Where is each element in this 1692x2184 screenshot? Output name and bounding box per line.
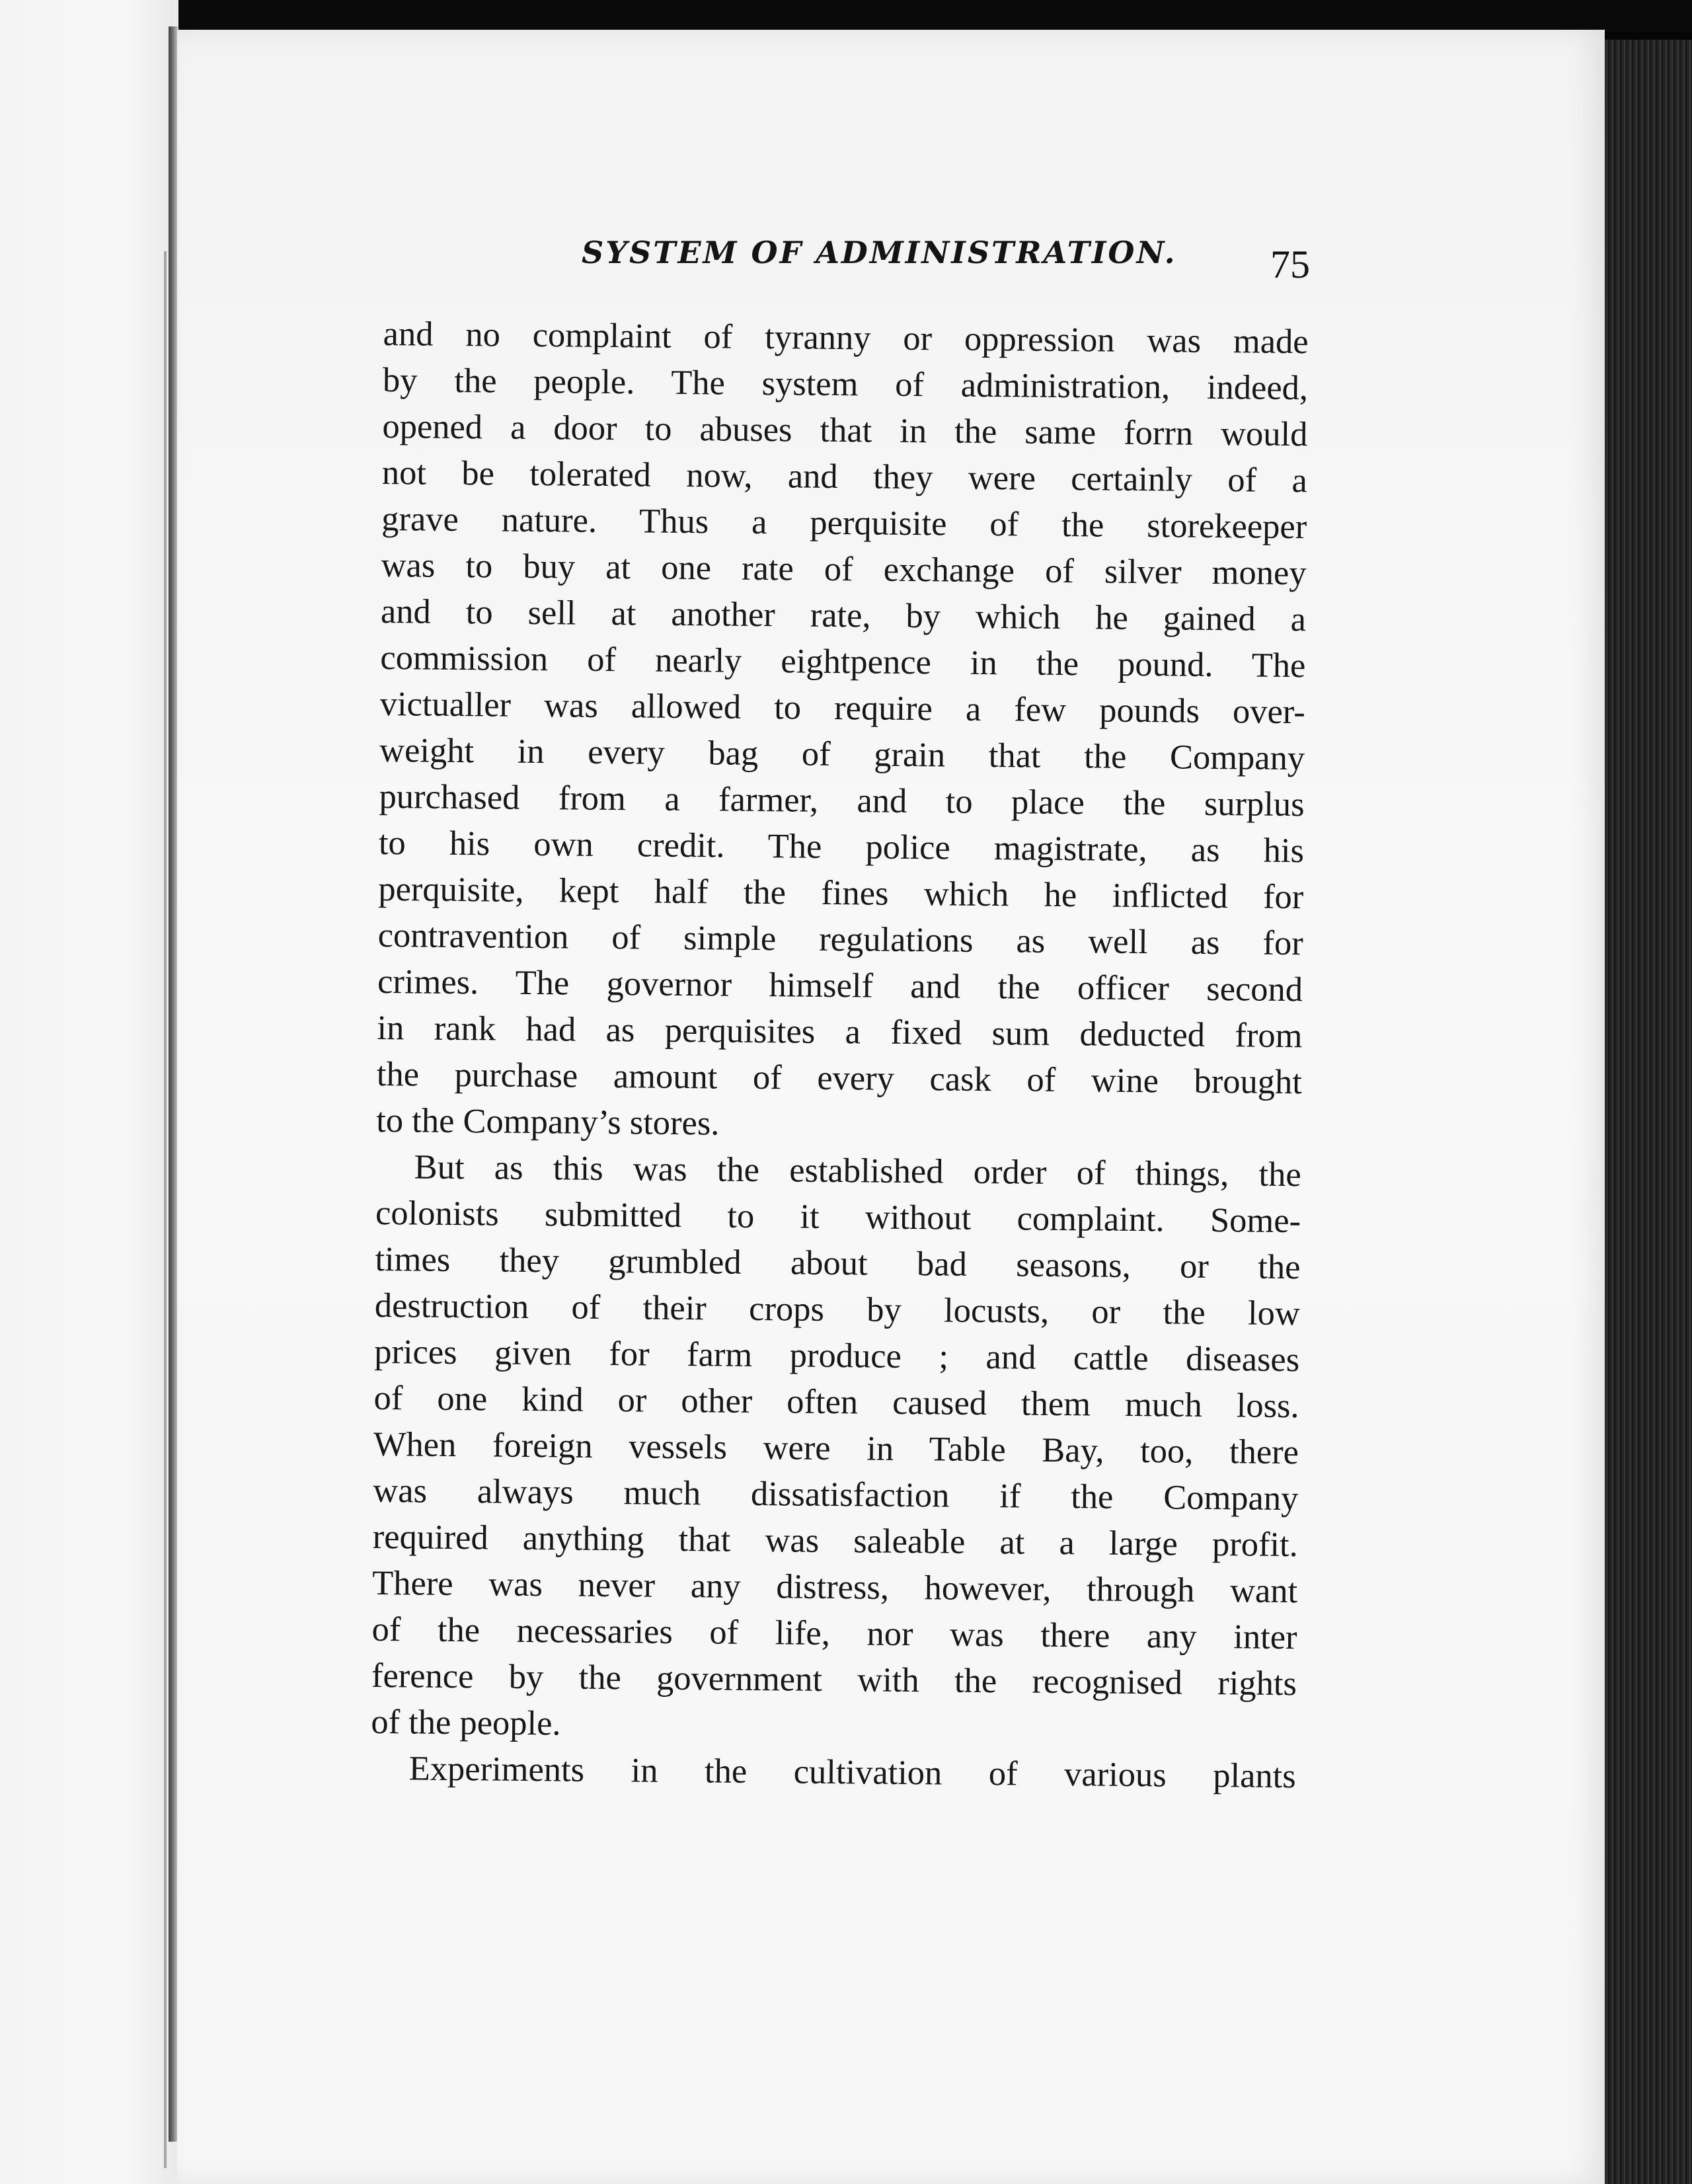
text-line: grave nature. Thus a perquisite of the storekeeper	[381, 499, 1307, 547]
text-line: and no complaint of tyranny or oppression was made	[383, 314, 1309, 362]
text-line: But as this was the established order of things, the	[414, 1148, 1301, 1194]
text-line: purchased from a farmer, and to place the surplus	[379, 777, 1305, 824]
page-number: 75	[1270, 243, 1310, 286]
text-line: destruction of their crops by locusts, or the low	[374, 1286, 1301, 1333]
text-line: ference by the government with the recognised rights	[371, 1656, 1297, 1703]
text-line: weight in every bag of grain that the Company	[379, 730, 1305, 778]
text-line: of the necessaries of life, nor was there any inter	[371, 1610, 1297, 1657]
text-line: commission of nearly eightpence in the pound. The	[380, 638, 1306, 685]
text-line: prices given for farm produce ; and cattle diseases	[374, 1332, 1300, 1380]
book-gutter	[169, 26, 178, 2142]
body-text	[370, 311, 1308, 1799]
text-line: perquisite, kept half the fines which he inflicted for	[378, 869, 1304, 917]
text-line: When foreign vessels were in Table Bay, too, there	[373, 1424, 1299, 1472]
gutter-shadow	[164, 251, 167, 2168]
running-head: SYSTEM OF ADMINISTRATION.	[582, 235, 1177, 270]
page-edges	[1605, 40, 1692, 2184]
text-line: contravention of simple regulations as well as for	[377, 916, 1303, 963]
text-line: was always much dissatisfaction if the Company	[373, 1471, 1299, 1518]
text-line: was to buy at one rate of exchange of silver money	[381, 545, 1307, 593]
text-line: to the Company’s stores.	[376, 1101, 720, 1143]
text-line: of the people.	[371, 1702, 561, 1743]
text-line: crimes. The governor himself and the officer second	[377, 962, 1303, 1009]
facing-page-edge	[0, 0, 178, 2184]
text-line: in rank had as perquisites a fixed sum deducted from	[377, 1008, 1303, 1056]
text-line: victualler was allowed to require a few pounds over-	[379, 684, 1306, 732]
text-line: to his own credit. The police magistrate, as his	[378, 823, 1305, 871]
text-line: the purchase amount of every cask of wine brought	[376, 1054, 1303, 1102]
scan-border-top	[0, 0, 1692, 32]
text-line: opened a door to abuses that in the same forrn would	[382, 407, 1308, 454]
text-line: and to sell at another rate, by which he gained a	[380, 592, 1307, 639]
text-line: times they grumbled about bad seasons, or the	[375, 1239, 1301, 1287]
text-line: not be tolerated now, and they were certainly of a	[381, 453, 1308, 500]
text-line: by the people. The system of administration, indeed,	[382, 360, 1309, 408]
text-line: colonists submitted to it without complaint. Some-	[375, 1193, 1301, 1241]
text-line: Experiments in the cultivation of various plants	[408, 1749, 1296, 1796]
text-line: required anything that was saleable at a large profit.	[372, 1517, 1299, 1565]
text-line: of one kind or other often caused them much loss.	[373, 1378, 1299, 1426]
text-line: There was never any distress, however, through want	[371, 1563, 1298, 1611]
